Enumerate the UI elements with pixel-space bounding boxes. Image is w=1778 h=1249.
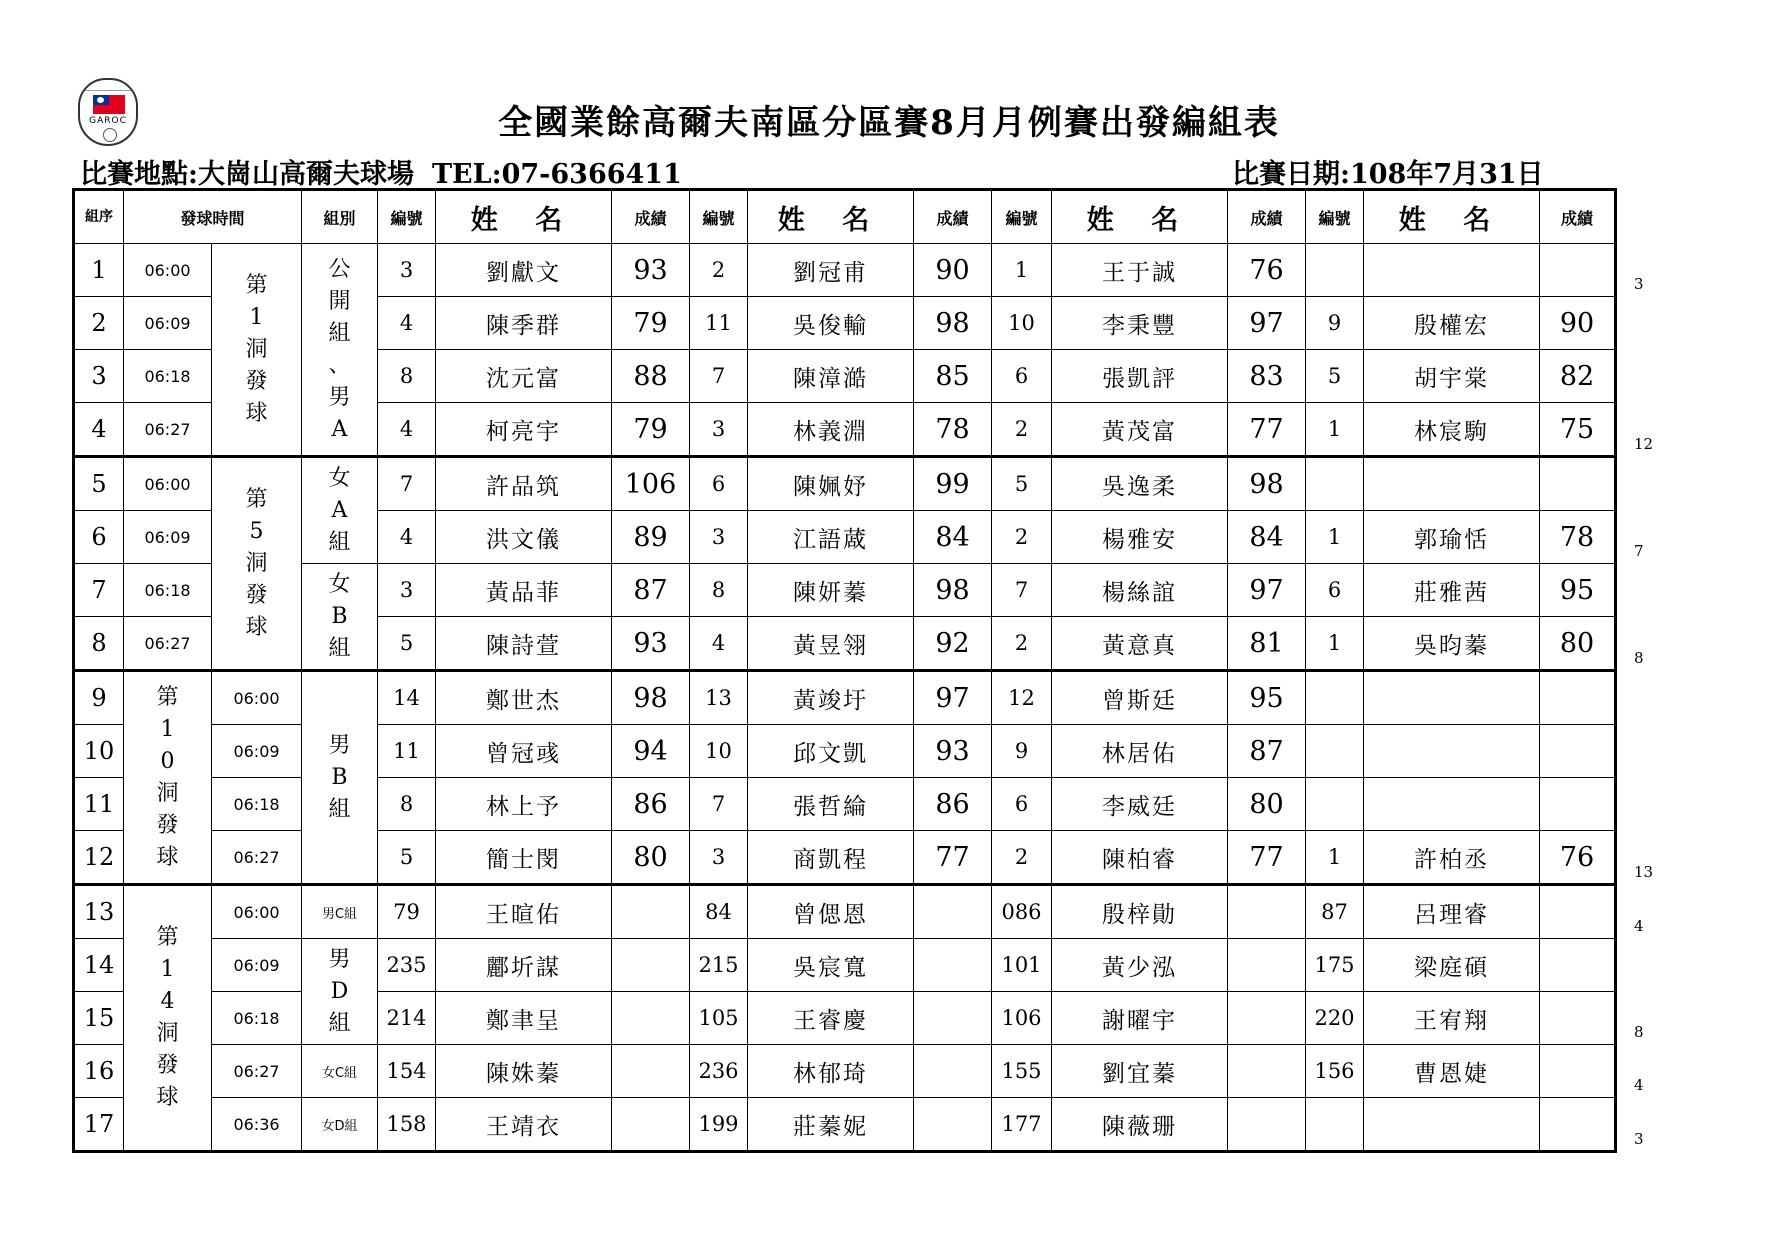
player-number <box>1306 1098 1364 1152</box>
player-number: 2 <box>992 617 1052 671</box>
player-name: 陳妍蓁 <box>748 564 914 617</box>
player-number: 101 <box>992 939 1052 992</box>
header-score: 成績 <box>1540 190 1616 244</box>
venue-label: 比賽地點:大崗山高爾夫球場 <box>80 159 414 190</box>
header-score: 成績 <box>1228 190 1306 244</box>
player-score <box>1540 778 1616 831</box>
player-score: 98 <box>1228 457 1306 511</box>
player-name: 許柏丞 <box>1364 831 1540 885</box>
player-score <box>1540 885 1616 939</box>
tee-time: 06:18 <box>212 992 302 1045</box>
player-number: 1 <box>1306 403 1364 457</box>
player-score <box>1228 939 1306 992</box>
tee-time: 06:00 <box>124 244 212 297</box>
player-number: 8 <box>378 778 436 831</box>
player-score: 93 <box>612 244 690 297</box>
player-name <box>1364 778 1540 831</box>
player-name: 沈元富 <box>436 350 612 403</box>
player-score: 78 <box>914 403 992 457</box>
player-number: 79 <box>378 885 436 939</box>
group-seq: 9 <box>74 671 124 725</box>
player-score <box>1540 1045 1616 1098</box>
header-name: 姓 名 <box>748 190 914 244</box>
header-score: 成績 <box>612 190 690 244</box>
player-name: 殷梓勛 <box>1052 885 1228 939</box>
player-score: 81 <box>1228 617 1306 671</box>
player-score: 76 <box>1540 831 1616 885</box>
group-seq: 1 <box>74 244 124 297</box>
player-name: 李威廷 <box>1052 778 1228 831</box>
player-name: 劉冠甫 <box>748 244 914 297</box>
player-name: 陳姵妤 <box>748 457 914 511</box>
player-name: 林郁琦 <box>748 1045 914 1098</box>
player-score: 76 <box>1228 244 1306 297</box>
player-number <box>1306 725 1364 778</box>
tee-time: 06:36 <box>212 1098 302 1152</box>
table-row <box>74 244 1616 297</box>
group-seq: 2 <box>74 297 124 350</box>
player-number: 6 <box>992 350 1052 403</box>
logo-abbr: GAROC <box>89 116 127 126</box>
player-score: 97 <box>1228 297 1306 350</box>
player-name <box>1364 1098 1540 1152</box>
player-number: 12 <box>992 671 1052 725</box>
player-score: 93 <box>612 617 690 671</box>
group-seq: 12 <box>74 831 124 885</box>
player-score <box>1540 457 1616 511</box>
player-name: 陳季群 <box>436 297 612 350</box>
player-number: 9 <box>1306 297 1364 350</box>
player-number: 6 <box>690 457 748 511</box>
player-score: 82 <box>1540 350 1616 403</box>
player-name: 胡宇棠 <box>1364 350 1540 403</box>
player-score: 80 <box>1228 778 1306 831</box>
player-number: 158 <box>378 1098 436 1152</box>
player-score <box>612 885 690 939</box>
player-number: 177 <box>992 1098 1052 1152</box>
player-score: 80 <box>612 831 690 885</box>
table-row <box>74 1045 1616 1098</box>
player-score <box>1540 939 1616 992</box>
player-number: 9 <box>992 725 1052 778</box>
player-number: 7 <box>378 457 436 511</box>
player-name: 柯亮宇 <box>436 403 612 457</box>
player-number: 7 <box>690 350 748 403</box>
player-number: 2 <box>690 244 748 297</box>
player-name: 陳薇珊 <box>1052 1098 1228 1152</box>
tee-time: 06:09 <box>124 511 212 564</box>
player-score <box>1228 992 1306 1045</box>
player-score: 85 <box>914 350 992 403</box>
side-note: 13 <box>1634 862 1654 881</box>
player-score: 98 <box>914 564 992 617</box>
tee-time: 06:18 <box>124 564 212 617</box>
side-note: 8 <box>1634 1022 1644 1041</box>
player-score: 75 <box>1540 403 1616 457</box>
player-score <box>612 992 690 1045</box>
player-name: 商凱程 <box>748 831 914 885</box>
header-name: 姓 名 <box>1052 190 1228 244</box>
player-name: 黃茂富 <box>1052 403 1228 457</box>
player-number: 11 <box>378 725 436 778</box>
start-hole: 第 1 洞 發 球 <box>212 244 302 457</box>
player-score <box>1540 992 1616 1045</box>
player-score <box>914 992 992 1045</box>
tee-time: 06:27 <box>124 617 212 671</box>
player-name: 黃少泓 <box>1052 939 1228 992</box>
player-name: 莊蓁妮 <box>748 1098 914 1152</box>
header-name: 姓 名 <box>1364 190 1540 244</box>
player-name: 鄭聿呈 <box>436 992 612 1045</box>
start-hole: 第 5 洞 發 球 <box>212 457 302 671</box>
group-seq: 16 <box>74 1045 124 1098</box>
player-score <box>1228 885 1306 939</box>
player-score: 83 <box>1228 350 1306 403</box>
player-score: 78 <box>1540 511 1616 564</box>
tee-time: 06:18 <box>212 778 302 831</box>
player-score: 84 <box>914 511 992 564</box>
player-name: 林居佑 <box>1052 725 1228 778</box>
player-number: 2 <box>992 831 1052 885</box>
player-name: 曹恩婕 <box>1364 1045 1540 1098</box>
player-name: 黃昱翎 <box>748 617 914 671</box>
player-number: 4 <box>378 297 436 350</box>
player-score: 80 <box>1540 617 1616 671</box>
player-score <box>914 885 992 939</box>
player-number: 6 <box>1306 564 1364 617</box>
player-name: 鄭世杰 <box>436 671 612 725</box>
player-score <box>914 1098 992 1152</box>
player-number: 3 <box>690 403 748 457</box>
header-group: 組別 <box>302 190 378 244</box>
player-number: 4 <box>378 511 436 564</box>
tee-time: 06:00 <box>212 885 302 939</box>
player-name: 簡士閔 <box>436 831 612 885</box>
player-score <box>1228 1098 1306 1152</box>
player-number: 5 <box>378 617 436 671</box>
player-name: 曾斯廷 <box>1052 671 1228 725</box>
player-score: 89 <box>612 511 690 564</box>
player-name: 郭瑜恬 <box>1364 511 1540 564</box>
player-name: 林宸駒 <box>1364 403 1540 457</box>
tee-time: 06:27 <box>124 403 212 457</box>
player-name: 吳逸柔 <box>1052 457 1228 511</box>
player-score: 79 <box>612 297 690 350</box>
player-score: 88 <box>612 350 690 403</box>
header-num: 編號 <box>1306 190 1364 244</box>
player-number: 199 <box>690 1098 748 1152</box>
player-name: 酈圻謀 <box>436 939 612 992</box>
player-name: 謝曜宇 <box>1052 992 1228 1045</box>
player-name: 楊雅安 <box>1052 511 1228 564</box>
table-row <box>74 939 1616 992</box>
venue-tel: TEL:07-6366411 <box>431 159 682 190</box>
player-name <box>1364 244 1540 297</box>
player-name: 劉宜蓁 <box>1052 1045 1228 1098</box>
player-number: 87 <box>1306 885 1364 939</box>
tee-time: 06:09 <box>212 939 302 992</box>
player-number: 8 <box>690 564 748 617</box>
side-note: 4 <box>1634 1075 1644 1094</box>
group-seq: 5 <box>74 457 124 511</box>
tee-time: 06:18 <box>124 350 212 403</box>
player-name: 殷權宏 <box>1364 297 1540 350</box>
player-score <box>1540 244 1616 297</box>
player-score: 84 <box>1228 511 1306 564</box>
player-name: 江語蒧 <box>748 511 914 564</box>
player-score: 79 <box>612 403 690 457</box>
player-number: 154 <box>378 1045 436 1098</box>
header-num: 編號 <box>992 190 1052 244</box>
header-num: 編號 <box>690 190 748 244</box>
player-name: 王暄佑 <box>436 885 612 939</box>
player-name: 陳姝蓁 <box>436 1045 612 1098</box>
player-name: 陳柏睿 <box>1052 831 1228 885</box>
player-number: 214 <box>378 992 436 1045</box>
player-name: 黃品菲 <box>436 564 612 617</box>
division: 女 A 組 <box>302 457 378 564</box>
table-row <box>74 1098 1616 1152</box>
division: 男 D 組 <box>302 939 378 1045</box>
player-score: 86 <box>612 778 690 831</box>
player-name: 黃意真 <box>1052 617 1228 671</box>
player-score: 99 <box>914 457 992 511</box>
logo-band <box>84 84 132 91</box>
player-number <box>1306 671 1364 725</box>
player-score <box>1228 1045 1306 1098</box>
table-row <box>74 885 1616 939</box>
player-score: 90 <box>914 244 992 297</box>
player-score: 92 <box>914 617 992 671</box>
player-name: 王睿慶 <box>748 992 914 1045</box>
player-number: 086 <box>992 885 1052 939</box>
tee-time: 06:27 <box>212 831 302 885</box>
player-number: 8 <box>378 350 436 403</box>
table-row <box>74 457 1616 511</box>
start-hole: 第 1 4 洞 發 球 <box>124 885 212 1152</box>
group-seq: 4 <box>74 403 124 457</box>
player-name: 李秉豐 <box>1052 297 1228 350</box>
tee-time: 06:00 <box>212 671 302 725</box>
player-score: 97 <box>914 671 992 725</box>
player-score <box>612 939 690 992</box>
player-name: 王靖衣 <box>436 1098 612 1152</box>
header-time: 發球時間 <box>124 190 302 244</box>
player-number: 4 <box>690 617 748 671</box>
player-score: 77 <box>1228 403 1306 457</box>
player-score <box>612 1098 690 1152</box>
header-row <box>74 190 1616 244</box>
player-score <box>914 939 992 992</box>
header-num: 編號 <box>378 190 436 244</box>
player-number: 3 <box>378 564 436 617</box>
player-score: 93 <box>914 725 992 778</box>
header-name: 姓 名 <box>436 190 612 244</box>
player-name: 曾偲恩 <box>748 885 914 939</box>
group-seq: 14 <box>74 939 124 992</box>
tee-time: 06:09 <box>124 297 212 350</box>
player-score: 87 <box>1228 725 1306 778</box>
player-score: 77 <box>1228 831 1306 885</box>
tee-time: 06:27 <box>212 1045 302 1098</box>
start-hole: 第 1 0 洞 發 球 <box>124 671 212 885</box>
player-score: 94 <box>612 725 690 778</box>
player-score: 90 <box>1540 297 1616 350</box>
player-score: 87 <box>612 564 690 617</box>
player-number: 3 <box>378 244 436 297</box>
group-seq: 15 <box>74 992 124 1045</box>
group-seq: 3 <box>74 350 124 403</box>
event-date: 比賽日期:108年7月31日 <box>1232 159 1544 190</box>
player-number: 155 <box>992 1045 1052 1098</box>
player-name: 梁庭碩 <box>1364 939 1540 992</box>
player-name: 洪文儀 <box>436 511 612 564</box>
player-name: 陳詩萱 <box>436 617 612 671</box>
side-note: 3 <box>1634 274 1644 293</box>
player-name <box>1364 671 1540 725</box>
player-number: 236 <box>690 1045 748 1098</box>
player-score <box>1540 725 1616 778</box>
group-seq: 11 <box>74 778 124 831</box>
player-number: 4 <box>378 403 436 457</box>
tee-time: 06:09 <box>212 725 302 778</box>
player-name: 曾冠彧 <box>436 725 612 778</box>
player-score: 98 <box>612 671 690 725</box>
player-number: 106 <box>992 992 1052 1045</box>
player-number: 215 <box>690 939 748 992</box>
player-number: 2 <box>992 403 1052 457</box>
player-number: 2 <box>992 511 1052 564</box>
table-row <box>74 671 1616 725</box>
schedule-body <box>74 244 1616 1152</box>
player-number: 84 <box>690 885 748 939</box>
player-number: 156 <box>1306 1045 1364 1098</box>
player-name <box>1364 457 1540 511</box>
player-number: 3 <box>690 831 748 885</box>
division: 女D組 <box>302 1098 378 1152</box>
player-number: 13 <box>690 671 748 725</box>
side-note: 12 <box>1634 434 1654 453</box>
division: 公 開 組 、 男 A <box>302 244 378 457</box>
player-score: 98 <box>914 297 992 350</box>
group-seq: 13 <box>74 885 124 939</box>
player-name: 王于誠 <box>1052 244 1228 297</box>
player-name: 張哲綸 <box>748 778 914 831</box>
player-name: 陳漳澔 <box>748 350 914 403</box>
player-number: 5 <box>1306 350 1364 403</box>
group-seq: 6 <box>74 511 124 564</box>
player-score <box>1540 671 1616 725</box>
player-score <box>612 1045 690 1098</box>
side-note: 7 <box>1634 541 1644 560</box>
header-seq: 組序 <box>74 190 124 244</box>
player-name: 吳昀蓁 <box>1364 617 1540 671</box>
side-note: 3 <box>1634 1129 1644 1148</box>
start-schedule-table <box>72 188 1617 1153</box>
player-name: 莊雅茜 <box>1364 564 1540 617</box>
division: 男 B 組 <box>302 671 378 885</box>
player-name: 吳宸寬 <box>748 939 914 992</box>
player-number: 11 <box>690 297 748 350</box>
player-number: 6 <box>992 778 1052 831</box>
player-number: 7 <box>690 778 748 831</box>
side-note: 4 <box>1634 916 1644 935</box>
player-number: 220 <box>1306 992 1364 1045</box>
player-score: 95 <box>1228 671 1306 725</box>
player-number: 175 <box>1306 939 1364 992</box>
player-number: 235 <box>378 939 436 992</box>
player-name: 林上予 <box>436 778 612 831</box>
player-name: 吳俊輸 <box>748 297 914 350</box>
player-score: 106 <box>612 457 690 511</box>
group-seq: 17 <box>74 1098 124 1152</box>
group-seq: 7 <box>74 564 124 617</box>
player-number: 3 <box>690 511 748 564</box>
player-name <box>1364 725 1540 778</box>
group-seq: 8 <box>74 617 124 671</box>
division: 女 B 組 <box>302 564 378 671</box>
player-number <box>1306 244 1364 297</box>
player-score: 97 <box>1228 564 1306 617</box>
table-row <box>74 564 1616 617</box>
player-number: 5 <box>992 457 1052 511</box>
player-name: 楊絲誼 <box>1052 564 1228 617</box>
player-number: 1 <box>1306 617 1364 671</box>
player-name: 劉獻文 <box>436 244 612 297</box>
player-name: 張凱評 <box>1052 350 1228 403</box>
venue-line <box>80 152 682 191</box>
player-name: 邱文凱 <box>748 725 914 778</box>
player-score <box>1540 1098 1616 1152</box>
tee-time: 06:00 <box>124 457 212 511</box>
player-number <box>1306 457 1364 511</box>
player-number: 1 <box>992 244 1052 297</box>
player-number: 14 <box>378 671 436 725</box>
player-name: 呂理睿 <box>1364 885 1540 939</box>
group-seq: 10 <box>74 725 124 778</box>
player-score: 95 <box>1540 564 1616 617</box>
player-name: 王宥翔 <box>1364 992 1540 1045</box>
player-number: 10 <box>690 725 748 778</box>
player-number: 1 <box>1306 831 1364 885</box>
division: 男C組 <box>302 885 378 939</box>
player-number: 5 <box>378 831 436 885</box>
player-name: 許品筑 <box>436 457 612 511</box>
player-number: 7 <box>992 564 1052 617</box>
division: 女C組 <box>302 1045 378 1098</box>
player-score <box>914 1045 992 1098</box>
player-number <box>1306 778 1364 831</box>
player-number: 1 <box>1306 511 1364 564</box>
player-name: 黃竣圩 <box>748 671 914 725</box>
page-title: 全國業餘高爾夫南區分區賽8月月例賽出發編組表 <box>498 103 1280 143</box>
player-number: 105 <box>690 992 748 1045</box>
player-score: 86 <box>914 778 992 831</box>
player-number: 10 <box>992 297 1052 350</box>
player-name: 林義淵 <box>748 403 914 457</box>
header-score: 成績 <box>914 190 992 244</box>
player-score: 77 <box>914 831 992 885</box>
side-note: 8 <box>1634 648 1644 667</box>
